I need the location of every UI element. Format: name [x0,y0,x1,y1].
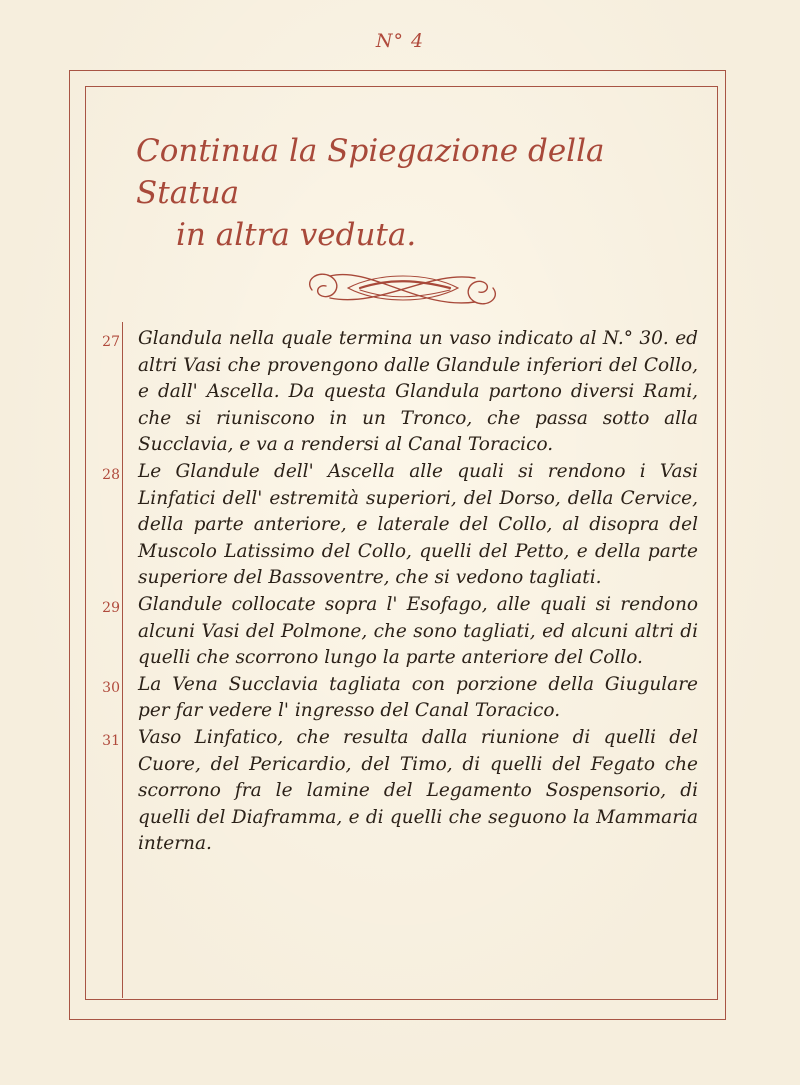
entry-number: 28 [102,466,120,483]
entry-text: Glandula nella quale termina un vaso indicato al N.° 30. ed altri Vasi che provengono dalle Glandule inferiori del Collo, e dall' Ascella. Da questa Glandula partono diversi Rami, che si riuniscono in un Tronco, che passa sotto alla Succlavia, e va a rendersi al Canal Toracico. [138,328,698,456]
title-line-1: Continua la Spiegazione della Statua [136,133,605,211]
entry-27 [96,326,716,459]
title-line-2: in altra veduta. [176,217,417,253]
entry-30 [96,672,716,725]
entry-number: 29 [102,599,120,616]
entry-28 [96,459,716,592]
entry-text: Vaso Linfatico, che resulta dalla riunione di quelli del Cuore, del Pericardio, del Timo, di quelli del Fegato che scorrono fra le lamine del Legamento Sospensorio, di quelli del Diaframma, e di quelli che seguono la Mammaria interna. [138,726,698,855]
entry-text: Glandule collocate sopra l' Esofago, alle quali si rendono alcuni Vasi del Polmone, che sono tagliati, ed alcuni altri di quelli che scorrono lungo la parte anteriore del Collo. [138,593,698,669]
entry-number: 27 [102,334,120,350]
entry-text: Le Glandule dell' Ascella alle quali si rendono i Vasi Linfatici dell' estremità superiori, del Dorso, della Cervice, della parte anteriore, e laterale del Collo, al disopra del Muscolo Latissimo del Collo, quelli del Petto, e della parte superiore del Bassoventre, che si vedono tagliati. [138,460,698,589]
page-number: N° 4 [375,30,425,52]
entry-number: 31 [102,732,120,749]
flourish-ornament [300,262,505,316]
explanation-entries [96,326,716,858]
entry-29 [96,592,716,672]
entry-text: La Vena Succlavia tagliata con porzione della Giugulare per far vedere l' ingresso del Canal Toracico. [138,673,698,722]
page-title [130,130,690,256]
entry-number: 30 [102,679,120,696]
entry-31 [96,725,716,858]
